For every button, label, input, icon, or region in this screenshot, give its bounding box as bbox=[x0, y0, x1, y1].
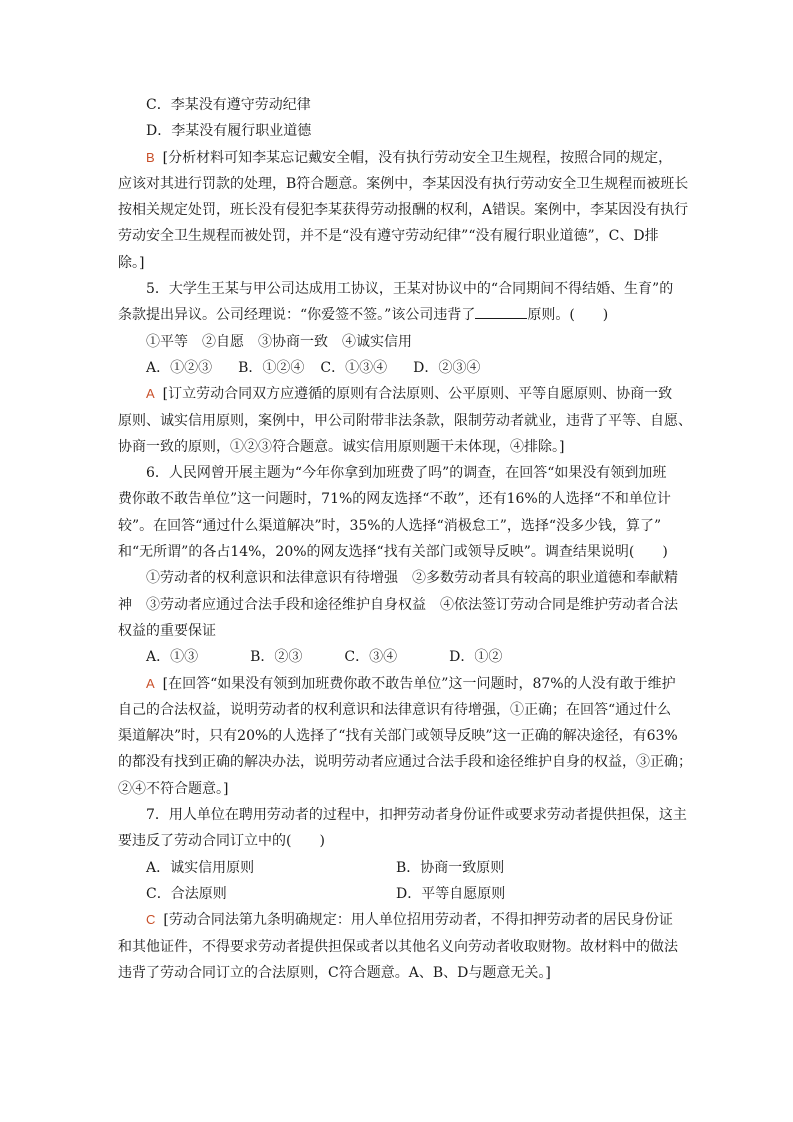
q7-explanation-line: 违背了劳动合同订立的合法原则，C符合题意。A、B、D与题意无关。] bbox=[118, 964, 551, 981]
q7-explanation-line: 和其他证件，不得要求劳动者提供担保或者以其他名义向劳动者收取财物。故材料中的做法 bbox=[118, 938, 678, 955]
q4-option-c: C．李某没有遵守劳动纪律 bbox=[146, 97, 311, 113]
q5-stem-cont: 条款提出异议。公司经理说：“你爱签不签。”该公司违背了 原则。( ) bbox=[118, 302, 678, 328]
document-page bbox=[118, 92, 692, 986]
q4-explanation-line: 劳动安全卫生规程而被处罚，并不是“没有遵守劳动纪律”“没有履行职业道德”，C、D排 bbox=[118, 228, 659, 245]
q6-stem: 和“无所谓”的各占14%，20%的网友选择“找有关部门或领导反映”。调查结果说明( ) bbox=[118, 544, 668, 561]
q6-explanation-line: 自己的合法权益，说明劳动者的权利意识和法律意识有待增强，①正确；在回答“通过什么 bbox=[118, 701, 672, 718]
fill-in-blank bbox=[475, 304, 527, 319]
q6-explanation-line: 渠道解决”时，只有20%的人选择了“找有关部门或领导反映”这一正确的解决途径，有63% bbox=[118, 728, 678, 745]
q4-answer: B bbox=[146, 149, 155, 165]
q7-option-d: D．平等自愿原则 bbox=[396, 885, 506, 902]
q4-option-d: D．李某没有履行职业道德 bbox=[146, 123, 312, 140]
q5-items: ①平等 ②自愿 ③协商一致 ④诚实信用 bbox=[146, 333, 412, 350]
q7-option-c: C．合法原则 bbox=[146, 885, 227, 902]
q6-stem: 费你敢不敢告单位”这一问题时，71%的网友选择“不敢”，还有16%的人选择“不和单位计 bbox=[118, 491, 671, 508]
q6-options: A．①③ B．②③ C．③④ D．①② bbox=[146, 649, 503, 666]
q6-items: 神 ③劳动者应通过合法手段和途径维护自身权益 ④依法签订劳动合同是维护劳动者合法 bbox=[118, 596, 678, 613]
q7-stem: 7．用人单位在聘用劳动者的过程中，扣押劳动者身份证件或要求劳动者提供担保，这主 bbox=[146, 807, 687, 824]
q5-explanation-line: 原则、诚实信用原则，案例中，甲公司附带非法条款，限制劳动者就业，违背了平等、自愿、 bbox=[118, 412, 692, 429]
q5-answer: A bbox=[146, 386, 155, 402]
q7-option-a: A．诚实信用原则 bbox=[146, 859, 255, 876]
q4-explanation-line: 除。] bbox=[118, 254, 145, 271]
q6-answer: A bbox=[146, 675, 155, 691]
q7-option-b: B．协商一致原则 bbox=[396, 859, 505, 876]
q6-explanation-line: A [在回答“如果没有领到加班费你敢不敢告单位”这一问题时，87%的人没有敢于维护 bbox=[146, 675, 676, 692]
q5-explanation-line: A [订立劳动合同双方应遵循的原则有合法原则、公平原则、平等自愿原则、协商一致 bbox=[146, 386, 673, 403]
q6-explanation-line: ②④不符合题意。] bbox=[118, 780, 229, 797]
q5-explanation-line: 协商一致的原则，①②③符合题意。诚实信用原则题干未体现，④排除。] bbox=[118, 438, 565, 455]
q7-options-row bbox=[118, 855, 678, 881]
q6-items: ①劳动者的权利意识和法律意识有待增强 ②多数劳动者具有较高的职业道德和奉献精 bbox=[146, 570, 678, 587]
q6-stem: 6．人民网曾开展主题为“今年你拿到加班费了吗”的调查，在回答“如果没有领到加班 bbox=[146, 465, 667, 482]
q7-explanation-line: C [劳动合同法第九条明确规定：用人单位招用劳动者，不得扣押劳动者的居民身份证 bbox=[146, 912, 673, 929]
q7-stem: 要违反了劳动合同订立中的( ) bbox=[118, 833, 325, 850]
q6-items: 权益的重要保证 bbox=[118, 622, 216, 639]
q6-stem: 较”。在回答“通过什么渠道解决”时，35%的人选择“消极怠工”，选择“没多少钱，算了” bbox=[118, 517, 662, 534]
q6-explanation-line: 的都没有找到正确的解决办法，说明劳动者应通过合法手段和途径维护自身的权益，③正确； bbox=[118, 754, 692, 771]
q4-explanation-line: 按相关规定处罚，班长没有侵犯李某获得劳动报酬的权利，A错误。案例中，李某因没有执行 bbox=[118, 202, 689, 219]
q7-options-row bbox=[118, 881, 678, 907]
q5-options: A．①②③ B．①②④ C．①③④ D．②③④ bbox=[146, 359, 481, 376]
q4-explanation-line: 应该对其进行罚款的处理，B符合题意。案例中，李某因没有执行劳动安全卫生规程而被班长 bbox=[118, 175, 689, 192]
q4-explanation-line: B [分析材料可知李某忘记戴安全帽，没有执行劳动安全卫生规程，按照合同的规定， bbox=[146, 149, 673, 166]
q7-answer: C bbox=[146, 912, 156, 928]
q5-stem: 5．大学生王某与甲公司达成用工协议，王某对协议中的“合同期间不得结婚、生育”的 bbox=[146, 281, 674, 298]
